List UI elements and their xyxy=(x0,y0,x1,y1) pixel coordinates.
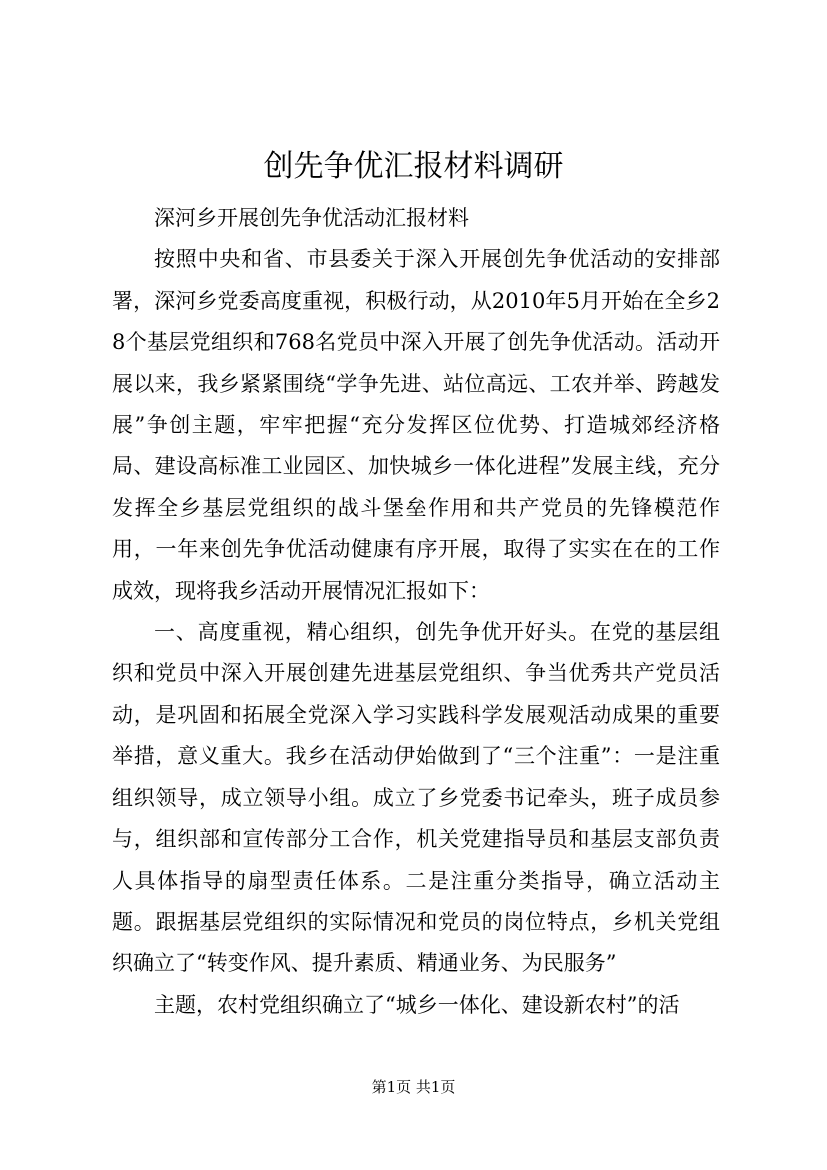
section-one-paragraph: 一、高度重视，精心组织，创先争优开好头。在党的基层组织和党员中深入开展创建先进基层党组织、争当优秀共产党员活动，是巩固和拓展全党深入学习实践科学发展观活动成果的重要举措，意义重大。我乡在活动伊始做到了“三个注重”：一是注重组织领导，成立领导小组。成立了乡党委书记牵头，班子成员参与，组织部和宣传部分工合作，机关党建指导员和基层支部负责人具体指导的扇型责任体系。二是注重分类指导，确立活动主题。跟据基层党组织的实际情况和党员的岗位特点，乡机关党组织确立了“转变作风、提升素质、精通业务、为民服务” xyxy=(112,620,720,976)
document-body xyxy=(112,198,720,1026)
subtitle-paragraph: 深河乡开展创先争优活动汇报材料 xyxy=(154,206,469,230)
intro-paragraph: 按照中央和省、市县委关于深入开展创先争优活动的安排部署，深河乡党委高度重视，积极行动，从2010年5月开始在全乡28个基层党组织和768名党员中深入开展了创先争优活动。活动开展以来，我乡紧紧围绕“学争先进、站位高远、工农并举、跨越发展”争创主题，牢牢把握“充分发挥区位优势、打造城郊经济格局、建设高标准工业园区、加快城乡一体化进程”发展主线，充分发挥全乡基层党组织的战斗堡垒作用和共产党员的先锋模范作用，一年来创先争优活动健康有序开展，取得了实实在在的工作成效，现将我乡活动开展情况汇报如下： xyxy=(112,247,720,603)
document-title: 创先争优汇报材料调研 xyxy=(263,149,564,184)
continuation-paragraph: 主题，农村党组织确立了“城乡一体化、建设新农村”的活 xyxy=(154,992,680,1017)
page-number-footer: 第1页 共1页 xyxy=(371,1078,456,1096)
